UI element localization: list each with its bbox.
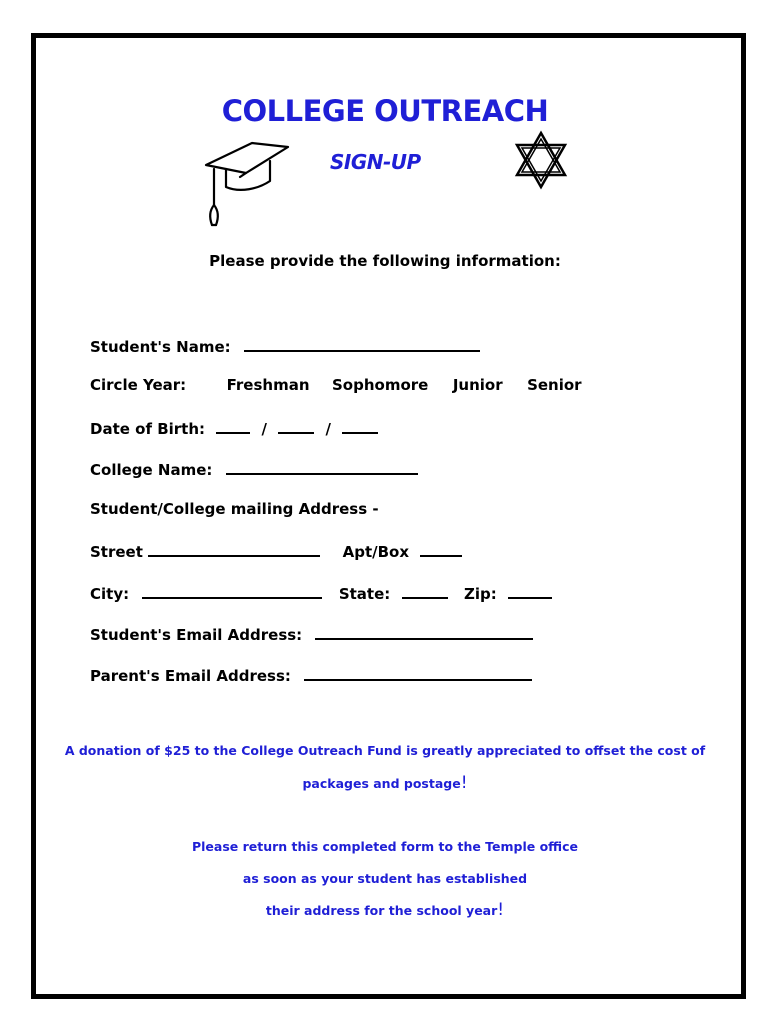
exclamation-mark: !	[460, 773, 468, 793]
return-text-line2: as soon as your student has established	[242, 871, 528, 886]
state-label: State:	[338, 585, 391, 603]
year-option-senior[interactable]: Senior	[527, 376, 582, 394]
dob-month-field[interactable]	[216, 418, 250, 434]
year-option-junior[interactable]: Junior	[452, 376, 503, 394]
circle-year-label: Circle Year:	[90, 376, 187, 394]
street-row	[90, 541, 462, 561]
year-option-freshman[interactable]: Freshman	[226, 376, 310, 394]
dob-label: Date of Birth:	[90, 420, 206, 438]
apt-box-label: Apt/Box	[342, 543, 410, 561]
city-row	[90, 583, 552, 603]
student-name-field[interactable]	[244, 336, 480, 352]
dob-day-field[interactable]	[278, 418, 314, 434]
mailing-address-heading: Student/College mailing Address -	[90, 500, 379, 518]
donation-text-line2-text: packages and postage	[302, 776, 461, 791]
graduation-cap-icon	[200, 135, 292, 230]
dob-row	[90, 418, 378, 438]
student-email-label: Student's Email Address:	[90, 626, 303, 644]
parent-email-row	[90, 665, 532, 685]
circle-year-row	[90, 376, 582, 394]
zip-label: Zip:	[463, 585, 497, 603]
student-email-row	[90, 624, 533, 644]
dob-separator: /	[325, 420, 331, 438]
city-field[interactable]	[142, 583, 322, 599]
dob-separator: /	[261, 420, 267, 438]
exclamation-mark: !	[497, 900, 505, 920]
student-email-field[interactable]	[315, 624, 533, 640]
college-name-field[interactable]	[226, 459, 418, 475]
state-field[interactable]	[402, 583, 448, 599]
student-name-row	[90, 336, 480, 356]
donation-text-line1: A donation of $25 to the College Outreach Fund is greatly appreciated to offset the cost of	[64, 743, 706, 758]
return-text-line3-text: their address for the school year	[265, 903, 498, 918]
year-option-sophomore[interactable]: Sophomore	[332, 376, 429, 394]
parent-email-label: Parent's Email Address:	[90, 667, 291, 685]
apt-box-field[interactable]	[420, 541, 462, 557]
return-text-line3	[0, 900, 770, 920]
donation-text-line2	[0, 773, 770, 793]
page-title: COLLEGE OUTREACH	[221, 94, 549, 128]
college-name-row	[90, 459, 418, 479]
college-name-label: College Name:	[90, 461, 213, 479]
student-name-label: Student's Name:	[90, 338, 231, 356]
street-field[interactable]	[148, 541, 320, 557]
street-label: Street	[90, 543, 143, 561]
parent-email-field[interactable]	[304, 665, 532, 681]
page-subtitle: SIGN-UP	[330, 150, 421, 174]
star-of-david-icon	[512, 130, 570, 190]
dob-year-field[interactable]	[342, 418, 378, 434]
instructions-text: Please provide the following information:	[209, 252, 561, 270]
city-label: City:	[90, 585, 130, 603]
zip-field[interactable]	[508, 583, 552, 599]
return-text-line1: Please return this completed form to the Temple office	[191, 839, 579, 854]
